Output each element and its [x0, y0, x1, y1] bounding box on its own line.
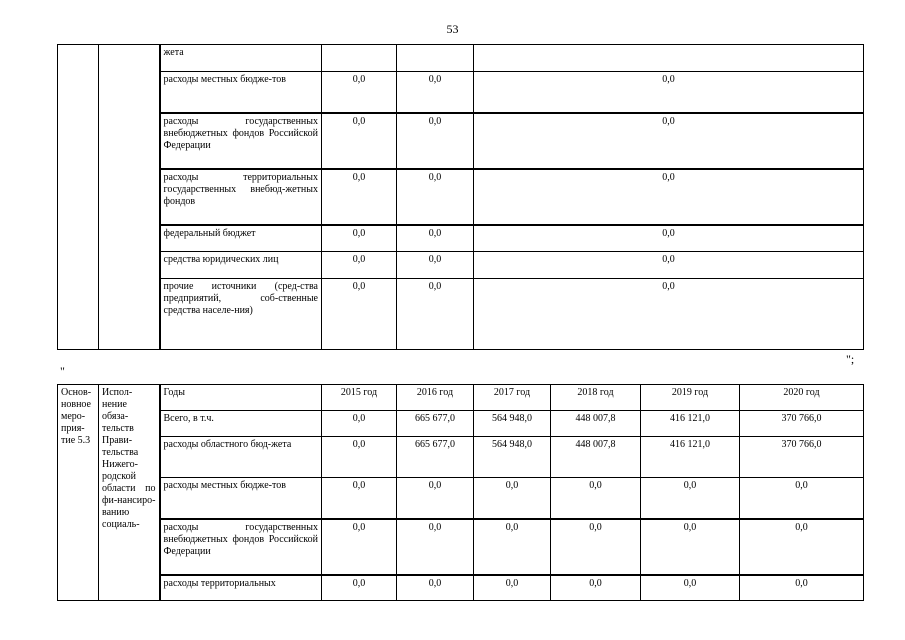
value-cell: 0,0 — [740, 575, 864, 601]
closing-quote: "; — [846, 352, 855, 366]
row-label: расходы территориальных — [160, 575, 322, 601]
row-label: средства юридических лиц — [160, 252, 322, 279]
value-cell: 0,0 — [474, 225, 864, 252]
value-cell: 0,0 — [397, 225, 474, 252]
value-cell: 0,0 — [322, 575, 397, 601]
executor-cell-empty — [99, 45, 160, 350]
table-row — [58, 478, 864, 519]
value-cell: 0,0 — [641, 478, 740, 519]
header-year: 2017 год — [474, 385, 551, 411]
measure-cell-empty — [58, 45, 99, 350]
table-row — [58, 225, 864, 252]
executor-cell: Испол-нение обяза-тельств Прави-тельства Нижего-родской области по фи-нансиро-ванию социаль- — [99, 385, 160, 601]
value-cell: 0,0 — [397, 113, 474, 169]
value-cell: 0,0 — [740, 519, 864, 575]
value-cell: 0,0 — [551, 519, 641, 575]
header-year: 2015 год — [322, 385, 397, 411]
table-row — [58, 169, 864, 225]
value-cell: 0,0 — [397, 252, 474, 279]
value-cell: 0,0 — [322, 225, 397, 252]
value-cell: 0,0 — [397, 519, 474, 575]
value-cell: 0,0 — [551, 478, 641, 519]
value-cell — [397, 45, 474, 72]
value-cell: 0,0 — [740, 478, 864, 519]
header-row — [58, 385, 864, 411]
value-cell: 370 766,0 — [740, 437, 864, 478]
value-cell: 0,0 — [474, 252, 864, 279]
value-cell: 0,0 — [397, 72, 474, 113]
value-cell — [322, 45, 397, 72]
value-cell: 0,0 — [322, 279, 397, 350]
table-row — [58, 575, 864, 601]
value-cell — [474, 45, 864, 72]
table-row — [58, 252, 864, 279]
row-label: расходы местных бюдже-тов — [160, 478, 322, 519]
value-cell: 564 948,0 — [474, 437, 551, 478]
value-cell: 0,0 — [397, 169, 474, 225]
row-label: расходы местных бюдже-тов — [160, 72, 322, 113]
row-label: жета — [160, 45, 322, 72]
continuation-table — [57, 44, 864, 350]
value-cell: 0,0 — [322, 252, 397, 279]
row-label: расходы государственных внебюджетных фондов Российской Федерации — [160, 519, 322, 575]
header-year: 2016 год — [397, 385, 474, 411]
row-label: федеральный бюджет — [160, 225, 322, 252]
page-number: 53 — [446, 22, 459, 36]
value-cell: 564 948,0 — [474, 411, 551, 437]
value-cell: 0,0 — [474, 519, 551, 575]
header-year: 2020 год — [740, 385, 864, 411]
value-cell: 416 121,0 — [641, 437, 740, 478]
value-cell: 0,0 — [322, 411, 397, 437]
header-year: 2019 год — [641, 385, 740, 411]
table-row — [58, 411, 864, 437]
table-row — [58, 45, 864, 72]
row-label: расходы государственных внебюджетных фондов Российской Федерации — [160, 113, 322, 169]
row-label: расходы областного бюд-жета — [160, 437, 322, 478]
table-row — [58, 279, 864, 350]
value-cell: 0,0 — [551, 575, 641, 601]
value-cell: 448 007,8 — [551, 411, 641, 437]
value-cell: 0,0 — [474, 72, 864, 113]
value-cell: 0,0 — [322, 437, 397, 478]
value-cell: 665 677,0 — [397, 411, 474, 437]
opening-quote: " — [60, 364, 65, 378]
value-cell: 0,0 — [397, 478, 474, 519]
value-cell: 0,0 — [474, 575, 551, 601]
value-cell: 0,0 — [397, 575, 474, 601]
value-cell: 0,0 — [322, 169, 397, 225]
row-label: расходы территориальных государственных внебюд-жетных фондов — [160, 169, 322, 225]
header-year: 2018 год — [551, 385, 641, 411]
table-row — [58, 113, 864, 169]
table-row — [58, 437, 864, 478]
value-cell: 0,0 — [474, 113, 864, 169]
value-cell: 0,0 — [322, 113, 397, 169]
value-cell: 370 766,0 — [740, 411, 864, 437]
value-cell: 0,0 — [474, 169, 864, 225]
row-label: Всего, в т.ч. — [160, 411, 322, 437]
measure-cell: Основ-новное меро-прия-тие 5.3 — [58, 385, 99, 601]
value-cell: 0,0 — [322, 72, 397, 113]
value-cell: 0,0 — [641, 575, 740, 601]
value-cell: 0,0 — [322, 519, 397, 575]
header-years: Годы — [160, 385, 322, 411]
value-cell: 0,0 — [474, 279, 864, 350]
value-cell: 0,0 — [641, 519, 740, 575]
value-cell: 0,0 — [474, 478, 551, 519]
value-cell: 416 121,0 — [641, 411, 740, 437]
table-row — [58, 72, 864, 113]
value-cell: 0,0 — [397, 279, 474, 350]
financing-table — [57, 384, 864, 601]
row-label: прочие источники (сред-ства предприятий, соб-ственные средства населе-ния) — [160, 279, 322, 350]
value-cell: 0,0 — [322, 478, 397, 519]
value-cell: 448 007,8 — [551, 437, 641, 478]
value-cell: 665 677,0 — [397, 437, 474, 478]
table-row — [58, 519, 864, 575]
